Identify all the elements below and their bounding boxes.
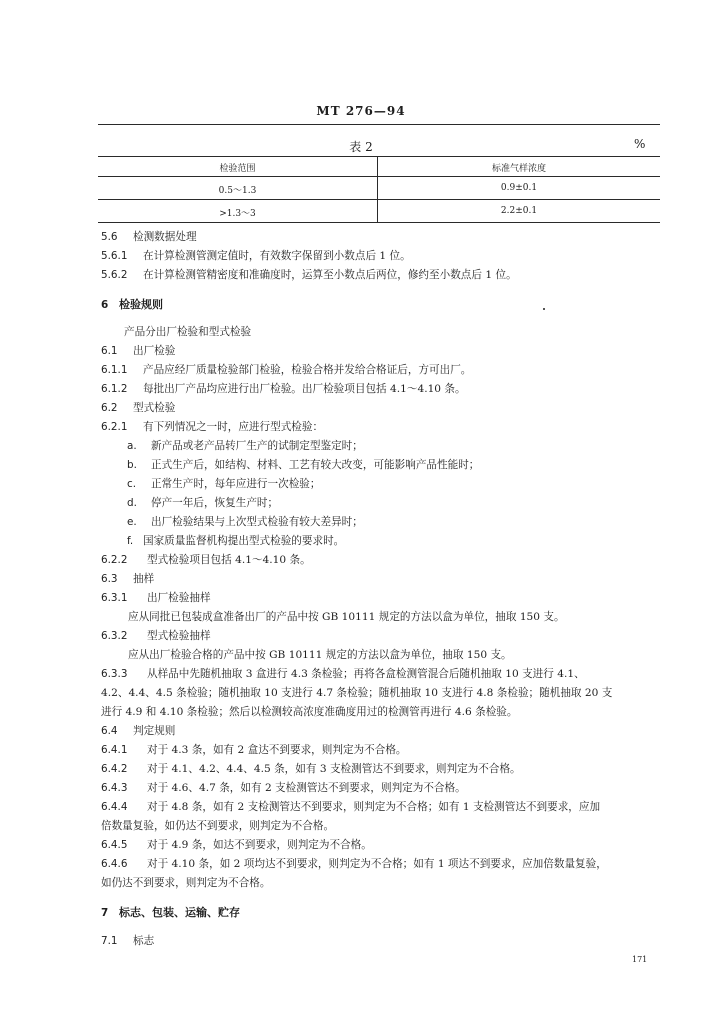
section-number: 6.4.3 [101,782,128,794]
section-text: 倍数量复验，如仍达不到要求，则判定为不合格。 [101,820,335,832]
section-text: 正式生产后，如结构、材料、工艺有较大改变，可能影响产品性能时； [151,459,480,471]
list-item [127,495,278,510]
text-line [101,761,521,776]
section-text: 产品应经厂质量检验部门检验，检验合格并发给合格证后，方可出厂。 [143,364,472,376]
list-marker: d. [127,497,137,509]
text-line [101,362,471,377]
section-text: 检验规则 [119,298,163,311]
list-marker: b. [127,459,137,471]
text-line [101,267,517,282]
section-number: 6.2 [101,402,118,414]
section-text: 标志、包装、运输、贮存 [119,906,240,919]
text-line [101,590,211,605]
section-number: 7.1 [101,935,118,947]
table-cell: >1.3～3 [219,209,256,219]
text-line [101,780,466,795]
section-text: 4.2、4.4、4.5 条检验；随机抽取 10 支进行 4.7 条检验；随机抽取 10 支进行 4.8 条检验；随机抽取 20 支 [101,687,613,699]
section-text: 对于 4.1、4.2、4.4、4.5 条，如有 3 支检测管达不到要求，则判定为不合格。 [147,763,521,775]
section-number: 5.6.2 [101,269,128,281]
text-line [101,628,211,643]
section-number: 6.3.3 [101,668,128,680]
section-text: 停产一年后，恢复生产时； [151,497,279,509]
section-number: 6.1.1 [101,364,128,376]
page-number: 171 [632,955,648,964]
section-text: 对于 4.6、4.7 条，如有 2 支检测管达不到要求，则判定为不合格。 [147,782,466,794]
list-marker: e. [127,516,137,528]
section-number: 6.3.2 [101,630,128,642]
text-line [101,723,175,738]
text-line [101,933,154,948]
section-number: 6.1.2 [101,383,128,395]
section-number: 5.6.1 [101,250,128,262]
table-cell: 2.2±0.1 [500,206,538,216]
list-item [127,476,321,491]
section-text: 出厂检验结果与上次型式检验有较大差异时； [151,516,363,528]
text-line [101,248,411,263]
section-number: 6.4.4 [101,801,128,813]
text-line [101,343,175,358]
section-text: 从样品中先随机抽取 3 盒进行 4.3 条检验；再将各盒检测管混合后随机抽取 10 支进行 4.1、 [147,668,585,680]
text-line [101,856,607,871]
header-rule [98,124,660,125]
section-text: 进行 4.9 和 4.10 条检验；然后以检测较高浓度准确度用过的检测管再进行 4.6 条检验。 [101,706,518,718]
text-line [101,837,372,852]
section-text: 如仍达不到要求，则判定为不合格。 [101,877,271,889]
section-number: 6.4.6 [101,858,128,870]
table-title: 表 2 [349,140,373,154]
section-text: 对于 4.10 条，如 2 项均达不到要求，则判定为不合格；如有 1 项达不到要求，应加倍数量复验， [147,858,607,870]
section-text: 每批出厂产品均应进行出厂检验。出厂检验项目包括 4.1～4.10 条。 [143,383,466,395]
scan-speck [543,308,545,310]
section-number: 6 [101,299,109,311]
section-number: 7 [101,907,109,919]
text-line [101,229,197,244]
table-header-cell: 检验范围 [219,164,256,174]
text-line [101,704,518,719]
text-line [101,875,271,890]
section-heading [101,296,163,312]
section-number: 6.2.1 [101,421,128,433]
section-text: 型式检验项目包括 4.1～4.10 条。 [147,554,311,566]
section-number: 5.6 [101,231,118,243]
section-text: 有下列情况之一时，应进行型式检验： [143,421,324,433]
text-line [101,818,334,833]
section-number: 6.2.2 [101,554,128,566]
list-item [127,514,363,529]
section-text: 出厂检验抽样 [147,592,211,604]
text-line [101,666,585,681]
section-number: 6.4.5 [101,839,128,851]
table-top-rule [98,156,660,157]
text-line [101,400,175,415]
list-marker: c. [127,478,137,490]
section-text: 在计算检测管精密度和准确度时，运算至小数点后两位，修约至小数点后 1 位。 [143,269,517,281]
section-text: 应从出厂检验合格的产品中按 GB 10111 规定的方法以盒为单位，抽取 150 支。 [128,649,512,661]
table-unit: % [634,137,646,151]
text-line [124,324,251,339]
text-line [128,647,512,662]
text-line [101,552,311,567]
section-number: 6.4 [101,725,118,737]
section-number: 6.3.1 [101,592,128,604]
table-cell: 0.5～1.3 [218,186,257,196]
list-item [127,457,479,472]
text-line [101,799,600,814]
section-text: 出厂检验 [133,345,176,357]
section-text: 应从同批已包装成盒准备出厂的产品中按 GB 10111 规定的方法以盒为单位，抽取 150 支。 [128,611,565,623]
section-text: 产品分出厂检验和型式检验 [124,326,252,338]
section-number: 6.4.2 [101,763,128,775]
document-header: MT 276—94 [316,104,406,118]
section-number: 6.4.1 [101,744,128,756]
text-line [101,742,407,757]
table-row-rule [98,199,660,200]
list-marker: a. [127,440,137,452]
section-text: 判定规则 [133,725,176,737]
section-heading [101,904,240,920]
list-marker: f. [127,535,134,547]
text-line [128,609,565,624]
section-text: 对于 4.8 条，如有 2 支检测管达不到要求，则判定为不合格；如有 1 支检测管达不到要求，应加 [147,801,601,813]
list-item [127,438,363,453]
text-line [101,419,323,434]
section-text: 对于 4.3 条，如有 2 盒达不到要求，则判定为不合格。 [147,744,407,756]
section-text: 检测数据处理 [133,231,197,243]
section-text: 型式检验 [133,402,176,414]
section-text: 国家质量监督机构提出型式检验的要求时。 [143,535,345,547]
section-text: 标志 [133,935,155,947]
section-text: 型式检验抽样 [147,630,211,642]
table-header-rule [98,176,660,177]
section-text: 抽样 [133,573,155,585]
section-number: 6.3 [101,573,118,585]
table-header-cell: 标准气样浓度 [491,164,546,174]
table-bottom-rule [98,222,660,223]
section-text: 在计算检测管测定值时，有效数字保留到小数点后 1 位。 [143,250,411,262]
list-item [127,533,344,548]
section-text: 新产品或老产品转厂生产的试制定型鉴定时； [151,440,363,452]
section-text: 正常生产时，每年应进行一次检验； [151,478,321,490]
text-line [101,571,154,586]
text-line [101,381,466,396]
section-text: 对于 4.9 条，如达不到要求，则判定为不合格。 [147,839,372,851]
table-cell: 0.9±0.1 [500,183,538,193]
text-line [101,685,612,700]
section-number: 6.1 [101,345,118,357]
